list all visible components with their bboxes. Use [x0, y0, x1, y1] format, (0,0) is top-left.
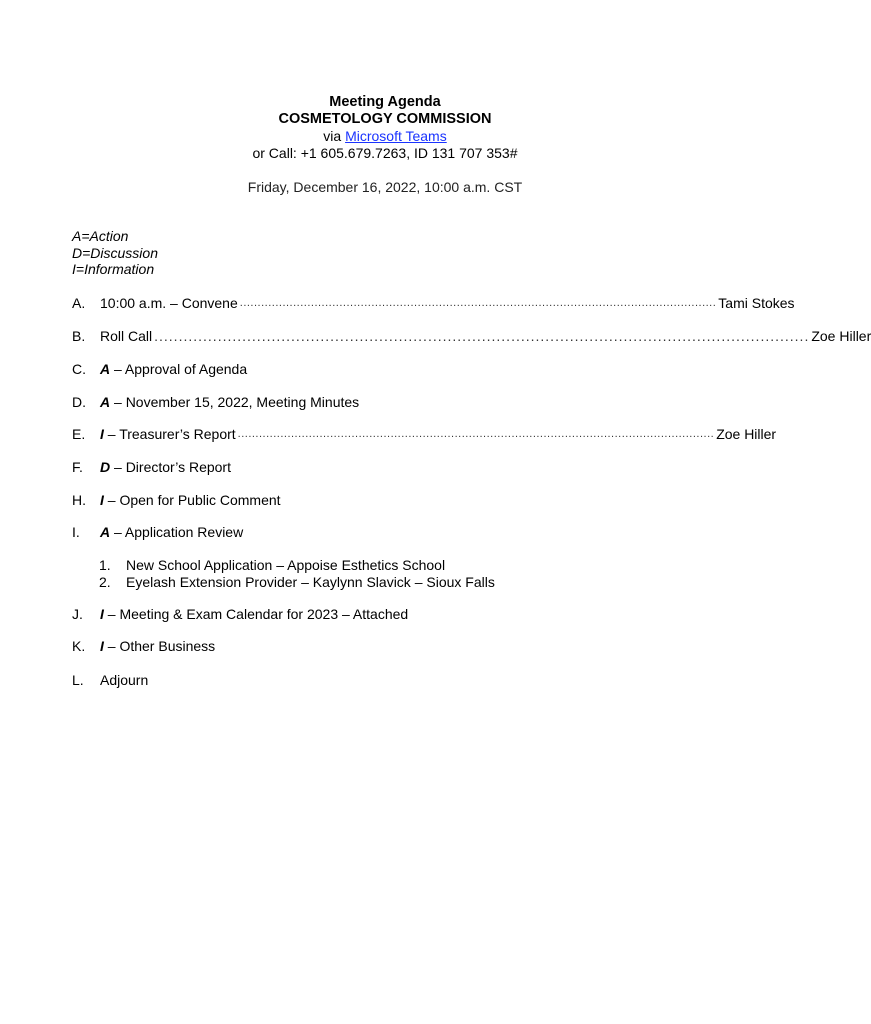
item-text: Roll Call: [100, 328, 153, 344]
item-text: – Application Review: [110, 524, 244, 540]
item-text: – Open for Public Comment: [103, 492, 281, 508]
item-code: I: [100, 606, 104, 622]
item-letter: A.: [72, 295, 86, 311]
agenda-item-other-business: [72, 637, 602, 655]
subitem-number: 1.: [99, 557, 111, 573]
item-letter: K.: [72, 638, 86, 654]
item-text: – Meeting & Exam Calendar for 2023 – Attached: [103, 606, 409, 622]
item-text: Adjourn: [100, 672, 149, 688]
agenda-item-approval: [72, 360, 602, 378]
microsoft-teams-link[interactable]: Microsoft Teams: [345, 128, 447, 144]
item-presenter: Zoe Hiller: [716, 426, 777, 442]
item-code: A: [100, 524, 111, 540]
legend: [72, 228, 158, 278]
item-letter: H.: [72, 492, 86, 508]
item-letter: J.: [72, 606, 83, 622]
item-code: I: [100, 492, 104, 508]
legend-discussion: D=Discussion: [72, 244, 158, 261]
agenda-item-minutes: [72, 393, 602, 411]
item-letter: B.: [72, 328, 86, 344]
subitem-eyelash-provider: [99, 574, 495, 591]
legend-information: I=Information: [72, 261, 155, 277]
subitem-text: New School Application – Appoise Esthetics School: [126, 557, 446, 573]
subitem-number: 2.: [99, 574, 111, 590]
item-code: I: [100, 426, 104, 442]
dot-leader: ......................................................................................................................................: [154, 328, 810, 344]
item-letter: F.: [72, 459, 83, 475]
item-letter: E.: [72, 426, 86, 442]
item-text: 10:00 a.m. – Convene: [100, 295, 238, 311]
item-letter: I.: [72, 524, 80, 540]
agenda-item-convene: [72, 294, 795, 312]
dot-leader: ......................................................................................................................................: [237, 428, 715, 440]
meeting-date: Friday, December 16, 2022, 10:00 a.m. CST: [247, 179, 523, 195]
item-text: – Approval of Agenda: [110, 361, 248, 377]
agenda-item-adjourn: [72, 671, 602, 689]
call-line: or Call: +1 605.679.7263, ID 131 707 353#: [252, 145, 518, 161]
item-code: A: [100, 394, 111, 410]
item-text: – Director’s Report: [110, 459, 231, 475]
agenda-item-application-review: [72, 523, 602, 541]
via-line: [0, 128, 770, 145]
item-text: – Other Business: [103, 638, 216, 654]
agenda-item-public-comment: [72, 491, 602, 509]
dot-leader: ......................................................................................................................................: [239, 297, 717, 309]
item-presenter: Tami Stokes: [718, 295, 795, 311]
agenda-header: [0, 94, 770, 196]
legend-action: A=Action: [72, 228, 129, 244]
item-code: I: [100, 638, 104, 654]
item-text: – Treasurer’s Report: [103, 426, 236, 442]
page-title: Meeting Agenda: [329, 94, 441, 110]
agenda-item-roll-call: [72, 327, 871, 345]
item-presenter: Zoe Hiller: [811, 328, 871, 344]
organization-name: COSMETOLOGY COMMISSION: [278, 111, 492, 127]
item-letter: L.: [72, 672, 84, 688]
subitem-new-school: [99, 557, 445, 574]
agenda-item-calendar: [72, 605, 602, 623]
item-code: A: [100, 361, 111, 377]
item-text: – November 15, 2022, Meeting Minutes: [110, 394, 360, 410]
item-code: D: [100, 459, 111, 475]
via-prefix: via: [323, 128, 346, 144]
item-letter: C.: [72, 361, 86, 377]
subitem-text: Eyelash Extension Provider – Kaylynn Slavick – Sioux Falls: [126, 574, 495, 590]
item-letter: D.: [72, 394, 86, 410]
agenda-item-director: [72, 458, 602, 476]
agenda-item-treasurer: [72, 425, 777, 443]
